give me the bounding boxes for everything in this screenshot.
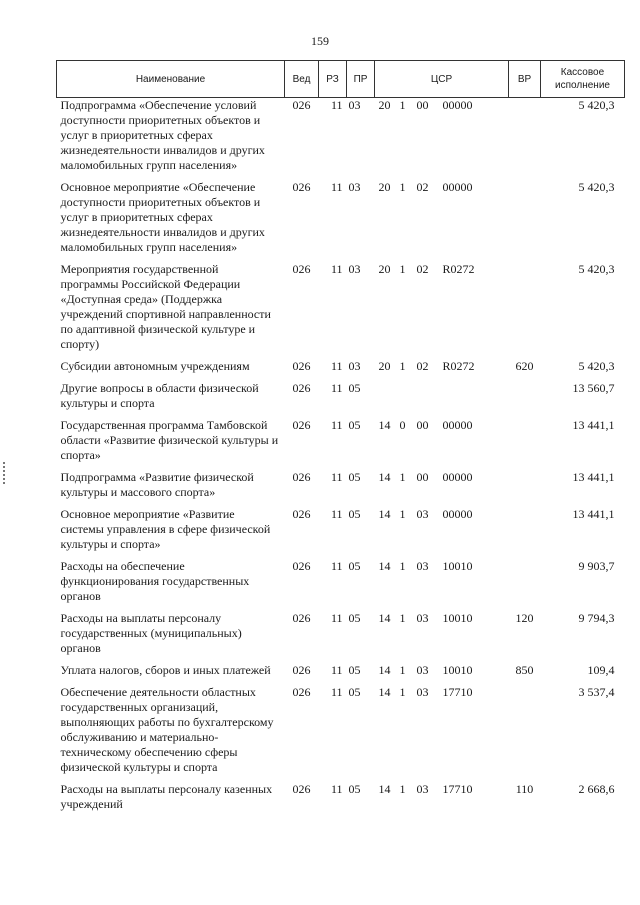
csr-code [375, 359, 509, 374]
row-amount: 5 420,3 [578, 262, 615, 276]
csr-event: 03 [416, 685, 429, 699]
csr-subprogram: 1 [399, 470, 406, 484]
row-rz: 11 [330, 381, 343, 395]
row-csr [375, 180, 509, 262]
row-csr [375, 685, 509, 782]
table-row [57, 685, 625, 782]
table-row [57, 611, 625, 663]
table-row [57, 782, 625, 819]
row-csr [375, 418, 509, 470]
row-name: Другие вопросы в области физической культуры и спорта [60, 381, 259, 410]
table-row [57, 359, 625, 381]
row-ved: 026 [292, 663, 311, 677]
csr-direction: R0272 [442, 262, 475, 276]
csr-direction: 17710 [442, 782, 473, 796]
table-header-row [57, 61, 625, 98]
csr-program: 14 [378, 685, 391, 699]
table-row [57, 507, 625, 559]
csr-subprogram: 1 [399, 507, 406, 521]
csr-direction: 00000 [442, 418, 473, 432]
csr-subprogram: 1 [399, 359, 406, 373]
row-name: Подпрограмма «Развитие физической культуры и массового спорта» [60, 470, 254, 499]
table-row [57, 180, 625, 262]
row-csr [375, 359, 509, 381]
csr-code [375, 262, 509, 277]
csr-subprogram: 1 [399, 611, 406, 625]
row-vr: 850 [515, 663, 534, 677]
table-row [57, 262, 625, 359]
csr-program: 14 [378, 418, 391, 432]
row-pr: 05 [348, 663, 361, 677]
row-vr [509, 507, 541, 559]
row-csr [375, 98, 509, 181]
row-pr: 05 [348, 470, 361, 484]
csr-event: 02 [416, 262, 429, 276]
row-amount: 2 668,6 [578, 782, 615, 796]
row-pr: 05 [348, 381, 361, 395]
csr-program: 20 [378, 359, 391, 373]
row-name: Расходы на выплаты персоналу государственных (муниципальных) органов [60, 611, 242, 655]
csr-event: 00 [416, 418, 429, 432]
csr-event: 00 [416, 470, 429, 484]
row-vr: 110 [515, 782, 534, 796]
row-vr [509, 470, 541, 507]
csr-event: 00 [416, 98, 429, 112]
csr-code [375, 507, 509, 522]
budget-table-container [56, 60, 624, 819]
csr-program: 14 [378, 559, 391, 573]
row-pr: 05 [348, 418, 361, 432]
csr-program: 14 [378, 507, 391, 521]
csr-direction: 10010 [442, 611, 473, 625]
header-rz: РЗ [319, 61, 347, 98]
table-row [57, 559, 625, 611]
row-amount: 9 794,3 [578, 611, 615, 625]
row-amount: 109,4 [587, 663, 615, 677]
table-row [57, 418, 625, 470]
row-pr: 05 [348, 507, 361, 521]
csr-event: 02 [416, 180, 429, 194]
row-ved: 026 [292, 559, 311, 573]
csr-program: 20 [378, 180, 391, 194]
row-amount: 13 441,1 [572, 507, 615, 521]
row-vr: 620 [515, 359, 534, 373]
page-number: 159 [311, 34, 329, 48]
csr-direction: 17710 [442, 685, 473, 699]
row-ved: 026 [292, 470, 311, 484]
csr-code [375, 663, 509, 678]
row-rz: 11 [330, 180, 343, 194]
budget-table [56, 60, 625, 819]
header-pr: ПР [347, 61, 375, 98]
row-rz: 11 [330, 663, 343, 677]
header-vr: ВР [509, 61, 541, 98]
csr-code [375, 180, 509, 195]
csr-subprogram: 1 [399, 262, 406, 276]
csr-subprogram: 1 [399, 782, 406, 796]
row-amount: 13 441,1 [572, 418, 615, 432]
table-row [57, 98, 625, 181]
csr-program: 20 [378, 262, 391, 276]
row-ved: 026 [292, 381, 311, 395]
row-pr: 05 [348, 559, 361, 573]
row-vr [509, 559, 541, 611]
row-ved: 026 [292, 507, 311, 521]
row-pr: 05 [348, 611, 361, 625]
row-rz: 11 [330, 262, 343, 276]
row-vr [509, 262, 541, 359]
csr-subprogram: 1 [399, 685, 406, 699]
row-ved: 026 [292, 685, 311, 699]
csr-program: 20 [378, 98, 391, 112]
csr-code [375, 559, 509, 574]
row-rz: 11 [330, 559, 343, 573]
row-csr [375, 782, 509, 819]
row-rz: 11 [330, 418, 343, 432]
row-name: Субсидии автономным учреждениям [60, 359, 250, 373]
row-amount: 13 560,7 [572, 381, 615, 395]
row-ved: 026 [292, 611, 311, 625]
row-name: Расходы на выплаты персоналу казенных учреждений [60, 782, 273, 811]
row-name: Уплата налогов, сборов и иных платежей [60, 663, 271, 677]
row-amount: 3 537,4 [578, 685, 615, 699]
row-ved: 026 [292, 782, 311, 796]
row-name: Основное мероприятие «Обеспечение доступности приоритетных объектов и услуг в приоритетных сферах жизнедеятельности инвалидов и других маломобильных групп населения» [60, 180, 265, 254]
csr-direction: 00000 [442, 98, 473, 112]
row-name: Основное мероприятие «Развитие системы управления в сфере физической культуры и спорта» [60, 507, 271, 551]
row-vr [509, 685, 541, 782]
row-vr [509, 180, 541, 262]
csr-code [375, 685, 509, 700]
table-body [57, 98, 625, 820]
row-name: Государственная программа Тамбовской области «Развитие физической культуры и спорта» [60, 418, 279, 462]
csr-event: 02 [416, 359, 429, 373]
row-rz: 11 [330, 611, 343, 625]
row-vr [509, 98, 541, 181]
row-rz: 11 [330, 359, 343, 373]
row-name: Подпрограмма «Обеспечение условий доступности приоритетных объектов и услуг в приоритетных сферах жизнедеятельности инвалидов и других маломобильных групп населения» [60, 98, 265, 172]
row-csr [375, 507, 509, 559]
csr-event: 03 [416, 611, 429, 625]
row-rz: 11 [330, 782, 343, 796]
csr-program: 14 [378, 470, 391, 484]
header-csr: ЦСР [375, 61, 509, 98]
row-pr: 03 [348, 180, 361, 194]
csr-direction: 00000 [442, 507, 473, 521]
row-vr [509, 418, 541, 470]
csr-code [375, 418, 509, 433]
row-amount: 9 903,7 [578, 559, 615, 573]
csr-direction: 00000 [442, 180, 473, 194]
csr-subprogram: 0 [399, 418, 406, 432]
csr-program: 14 [378, 663, 391, 677]
table-row [57, 663, 625, 685]
row-amount: 13 441,1 [572, 470, 615, 484]
row-ved: 026 [292, 98, 311, 112]
row-name: Расходы на обеспечение функционирования государственных органов [60, 559, 250, 603]
row-amount: 5 420,3 [578, 359, 615, 373]
header-amount: Кассовое исполнение [541, 61, 625, 98]
row-ved: 026 [292, 180, 311, 194]
row-csr [375, 663, 509, 685]
row-csr [375, 559, 509, 611]
row-pr: 03 [348, 359, 361, 373]
row-rz: 11 [330, 98, 343, 112]
csr-program: 14 [378, 611, 391, 625]
row-rz: 11 [330, 507, 343, 521]
row-pr: 05 [348, 685, 361, 699]
row-ved: 026 [292, 359, 311, 373]
row-pr: 05 [348, 782, 361, 796]
row-vr: 120 [515, 611, 534, 625]
row-csr [375, 470, 509, 507]
row-ved: 026 [292, 262, 311, 276]
row-vr [509, 381, 541, 418]
table-row [57, 470, 625, 507]
csr-event: 03 [416, 559, 429, 573]
csr-program: 14 [378, 782, 391, 796]
csr-code [375, 611, 509, 626]
margin-mark [3, 462, 8, 484]
csr-direction: 10010 [442, 663, 473, 677]
row-amount: 5 420,3 [578, 180, 615, 194]
csr-code [375, 470, 509, 485]
row-rz: 11 [330, 470, 343, 484]
csr-direction: 00000 [442, 470, 473, 484]
csr-event: 03 [416, 507, 429, 521]
table-row [57, 381, 625, 418]
row-csr [375, 262, 509, 359]
row-name: Мероприятия государственной программы Российской Федерации «Доступная среда» (Поддержка учреждений спортивной направленности по адаптивной физической культуре и спорту) [60, 262, 271, 351]
csr-subprogram: 1 [399, 180, 406, 194]
csr-event: 03 [416, 782, 429, 796]
csr-subprogram: 1 [399, 663, 406, 677]
row-ved: 026 [292, 418, 311, 432]
csr-code [375, 98, 509, 113]
csr-event: 03 [416, 663, 429, 677]
row-csr [375, 611, 509, 663]
csr-direction: R0272 [442, 359, 475, 373]
row-pr: 03 [348, 262, 361, 276]
row-csr [375, 381, 509, 418]
row-pr: 03 [348, 98, 361, 112]
csr-direction: 10010 [442, 559, 473, 573]
csr-code [375, 782, 509, 797]
header-name: Наименование [57, 61, 285, 98]
csr-subprogram: 1 [399, 559, 406, 573]
header-ved: Вед [285, 61, 319, 98]
row-rz: 11 [330, 685, 343, 699]
row-amount: 5 420,3 [578, 98, 615, 112]
csr-subprogram: 1 [399, 98, 406, 112]
row-name: Обеспечение деятельности областных государственных организаций, выполняющих работы по бухгалтерскому обслуживанию и материально-техническому обеспечению сферы физической культуры и спорта [60, 685, 274, 774]
